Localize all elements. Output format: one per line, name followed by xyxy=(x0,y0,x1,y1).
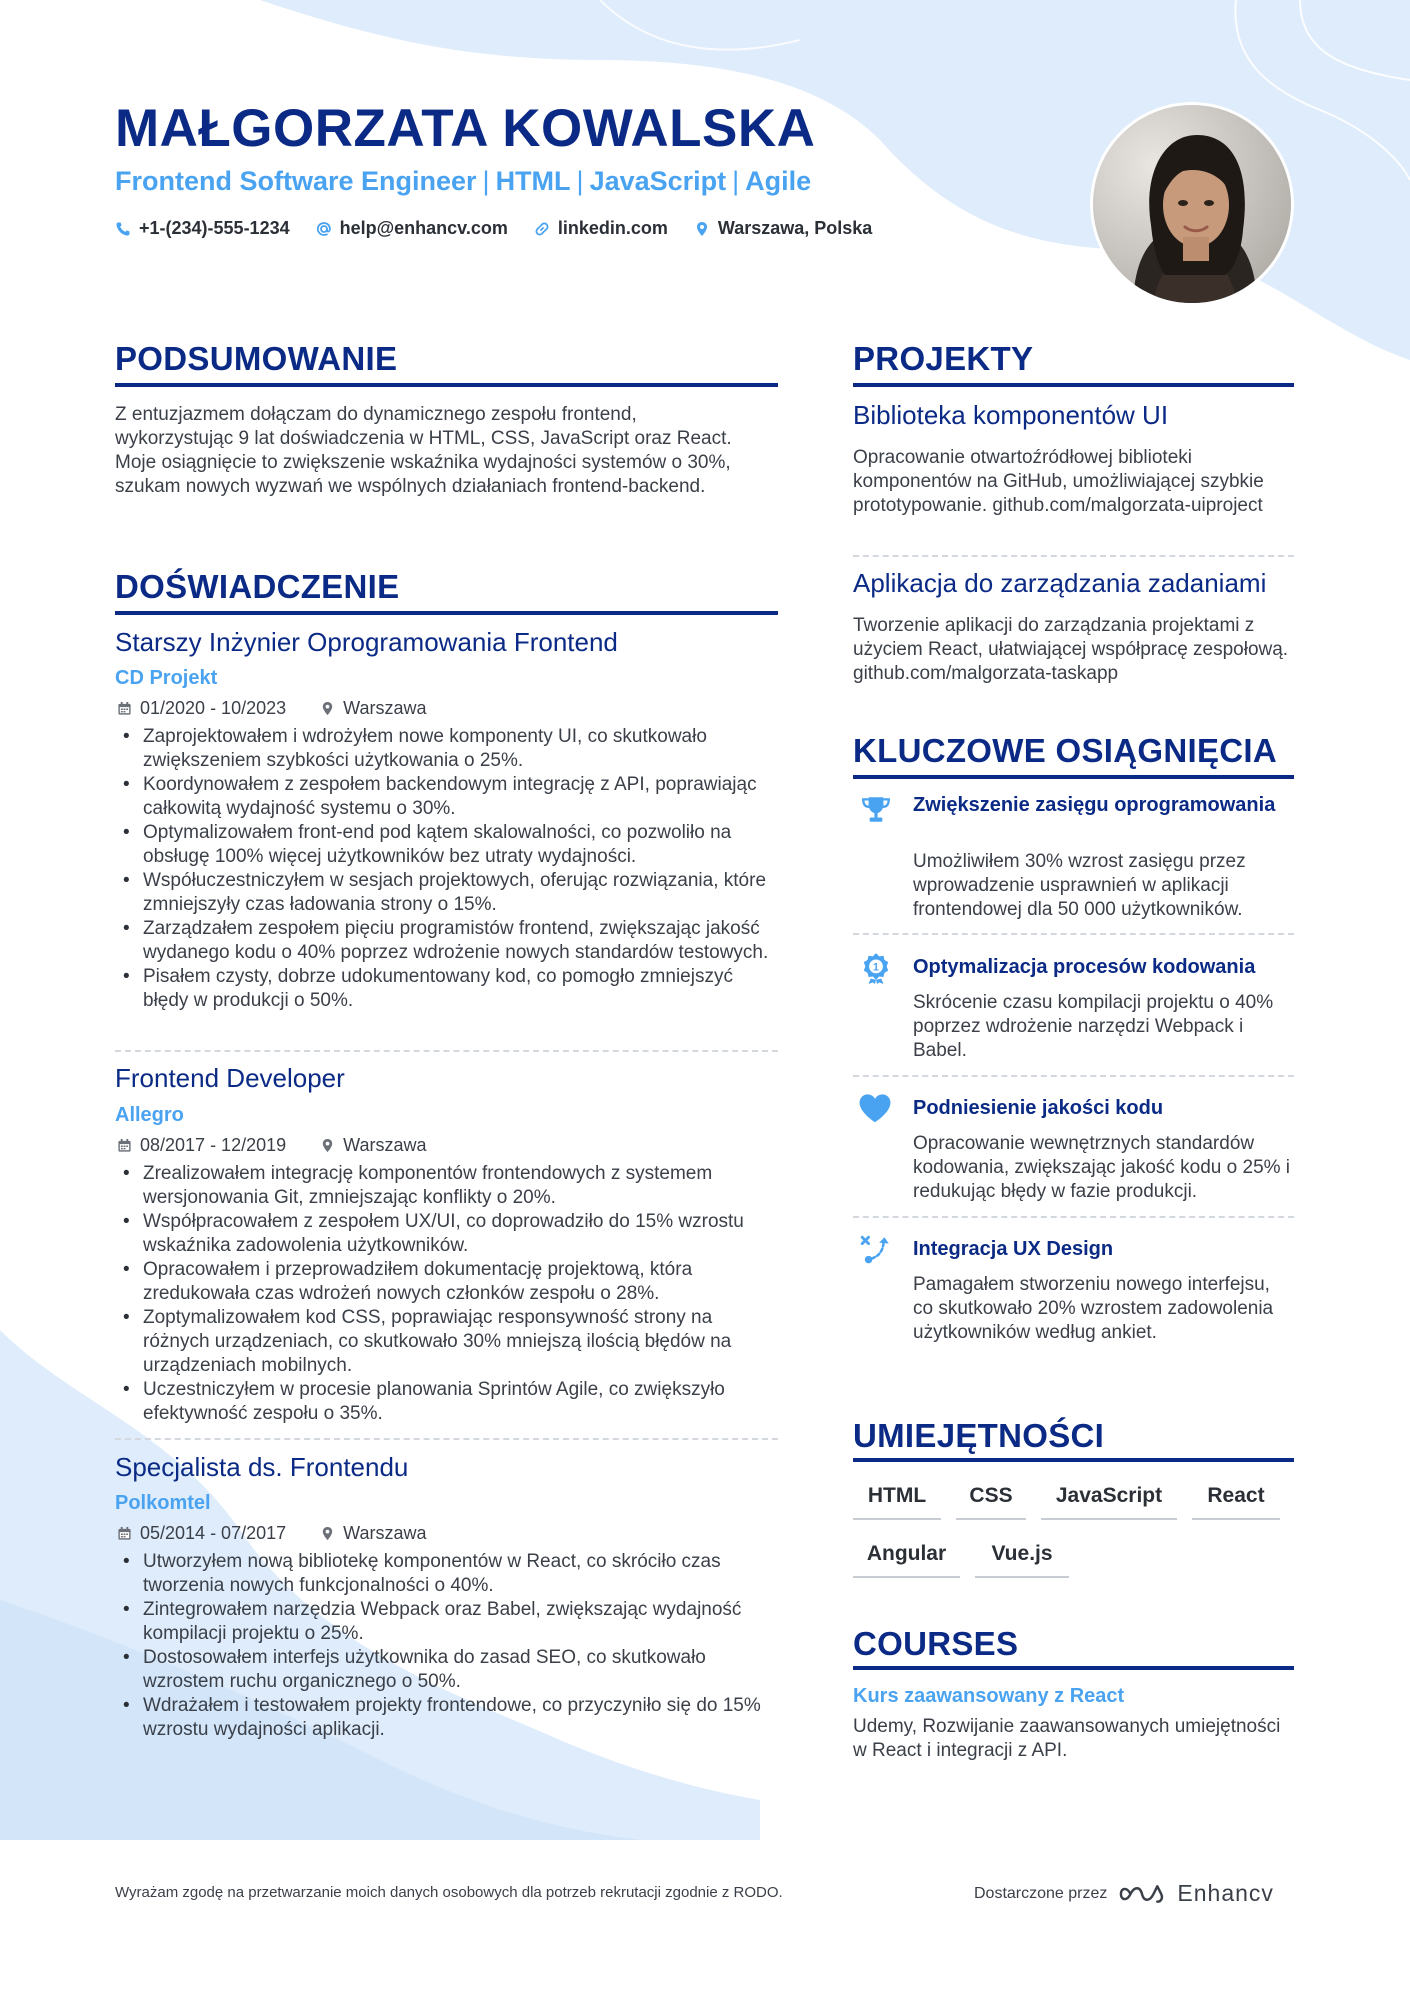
achievement-description: Opracowanie wewnętrznych standardów kodowania, zwiększając jakość kodu o 25% i redukując błędy w fazie produkcji. xyxy=(913,1133,1291,1202)
headline-separator: | xyxy=(482,166,490,196)
courses-section-title: COURSES xyxy=(853,1625,1019,1662)
skill-tag: Angular xyxy=(853,1542,960,1578)
trophy-icon xyxy=(856,790,896,830)
skill-tag: JavaScript xyxy=(1041,1484,1177,1520)
profile-photo xyxy=(1090,102,1294,306)
location-pin-icon xyxy=(320,1138,335,1153)
contact-linkedin[interactable] xyxy=(534,218,668,239)
job-bullets xyxy=(115,725,775,1013)
list-item: • Zaprojektowałem i wdrożyłem nowe komponenty UI, co skutkowało zwiększeniem szybkości użytkowania o 25%. xyxy=(115,725,775,773)
project-divider xyxy=(853,555,1294,557)
summary-section-title: PODSUMOWANIE xyxy=(115,340,398,377)
section-divider xyxy=(115,383,778,387)
course-description: Udemy, Rozwijanie zaawansowanych umiejętności w React i integracji z API. xyxy=(853,1716,1281,1761)
powered-by-label: Dostarczone przez xyxy=(974,1884,1108,1902)
calendar-icon xyxy=(117,1138,132,1153)
linkedin-text: linkedin.com xyxy=(557,218,668,238)
medal-icon xyxy=(856,948,896,988)
section-divider xyxy=(853,775,1294,779)
list-item: • Dostosowałem interfejs użytkownika do zasad SEO, co skutkowało wzrostem ruchu organicznego o 50%. xyxy=(115,1646,775,1694)
list-item: • Optymalizowałem front-end pod kątem skalowalności, co pozwoliło na obsługę 100% więcej użytkowników bez utraty wydajności. xyxy=(115,821,775,869)
company-name: Allegro xyxy=(115,1104,184,1126)
calendar-icon xyxy=(117,1526,132,1541)
achievement-divider xyxy=(853,1216,1294,1218)
achievement-title: Integracja UX Design xyxy=(913,1238,1114,1260)
headline-part: Agile xyxy=(745,166,812,196)
job-bullets xyxy=(115,1162,775,1426)
phone-icon xyxy=(115,221,131,237)
achievement-description: Skrócenie czasu kompilacji projektu o 40% poprzez wdrożenie narzędzi Webpack i Babel. xyxy=(913,992,1274,1061)
summary-text: Z entuzjazmem dołączam do dynamicznego zespołu frontend, wykorzystując 9 lat doświadczenia w HTML, CSS, JavaScript oraz React. Moje osiągnięcie to zwiększenie wskaźnika wydajności systemów o 30%, szukam nowych wyzwań we wspólnych działaniach frontend-backend. xyxy=(115,404,732,497)
headline-part: JavaScript xyxy=(589,166,727,196)
location-pin-icon xyxy=(694,221,710,237)
project-title: Biblioteka komponentów UI xyxy=(853,400,1169,430)
job-title: Frontend Developer xyxy=(115,1063,345,1093)
powered-by[interactable] xyxy=(974,1880,1274,1907)
section-divider xyxy=(115,611,778,615)
contact-info xyxy=(115,218,872,239)
experience-section-title: DOŚWIADCZENIE xyxy=(115,568,400,605)
job-divider xyxy=(115,1438,778,1440)
phone-text: +1-(234)-555-1234 xyxy=(139,218,290,238)
job-location: Warszawa xyxy=(343,1135,427,1155)
project-description: Tworzenie aplikacji do zarządzania projektami z użyciem React, ułatwiającej współpracę zespołową. github.com/malgorzata-taskapp xyxy=(853,615,1289,684)
location-pin-icon xyxy=(320,701,335,716)
skills-section-title: UMIEJĘTNOŚCI xyxy=(853,1417,1105,1454)
svg-text:1: 1 xyxy=(873,961,879,974)
job-location: Warszawa xyxy=(343,1523,427,1543)
company-name: CD Projekt xyxy=(115,667,218,689)
list-item: • Opracowałem i przeprowadziłem dokumentację projektową, która zredukowała czas wdrożeń nowych członków zespołu o 28%. xyxy=(115,1258,775,1306)
list-item: • Współpracowałem z zespołem UX/UI, co doprowadziło do 15% wzrostu wskaźnika zadowolenia użytkowników. xyxy=(115,1210,775,1258)
achievement-title: Zwiększenie zasięgu oprogramowania xyxy=(913,794,1276,816)
list-item: • Zoptymalizowałem kod CSS, poprawiając responsywność strony na różnych urządzeniach, co skutkowało 30% mniejszą ilością błędów na urządzeniach mobilnych. xyxy=(115,1306,775,1378)
list-item: • Pisałem czysty, dobrze udokumentowany kod, co pomogło zmniejszyć błędy w produkcji o 50%. xyxy=(115,965,775,1013)
brand-name: Enhancv xyxy=(1177,1880,1274,1906)
achievement-title: Optymalizacja procesów kodowania xyxy=(913,956,1256,978)
achievement-description: Umożliwiłem 30% wzrost zasięgu przez wprowadzenie usprawnień w aplikacji frontendowej dla 50 000 użytkowników. xyxy=(913,851,1246,920)
job-meta xyxy=(117,1523,427,1544)
list-item: • Współuczestniczyłem w sesjach projektowych, oferując rozwiązania, które zmniejszyły czas ładowania strony o 15%. xyxy=(115,869,775,917)
list-item: • Uczestniczyłem w procesie planowania Sprintów Agile, co zwiększyło efektywność zespołu o 35%. xyxy=(115,1378,775,1426)
list-item: • Zrealizowałem integrację komponentów frontendowych z systemem wersjonowania Git, zmniejszając konflikty o 20%. xyxy=(115,1162,775,1210)
job-title: Starszy Inżynier Oprogramowania Frontend xyxy=(115,627,618,657)
list-item: • Zarządzałem zespołem pięciu programistów frontend, zwiększając jakość wydanego kodu o 40% poprzez wdrożenie nowych standardów testowych. xyxy=(115,917,775,965)
gdpr-consent: Wyrażam zgodę na przetwarzanie moich danych osobowych dla potrzeb rekrutacji zgodnie z RODO. xyxy=(115,1884,783,1901)
achievement-divider xyxy=(853,1075,1294,1077)
achievement-title: Podniesienie jakości kodu xyxy=(913,1097,1164,1119)
section-divider xyxy=(853,1666,1294,1670)
job-location: Warszawa xyxy=(343,698,427,718)
job-meta xyxy=(117,1135,427,1156)
achievement-description: Pamagałem stworzeniu nowego interfejsu, co skutkowało 20% wzrostem zadowolenia użytkowników według ankiet. xyxy=(913,1274,1274,1343)
headline xyxy=(115,166,811,197)
headline-part: HTML xyxy=(495,166,571,196)
company-name: Polkomtel xyxy=(115,1492,211,1514)
skill-tag: HTML xyxy=(853,1484,941,1520)
list-item: • Utworzyłem nową bibliotekę komponentów w React, co skróciło czas tworzenia nowych funkcjonalności o 40%. xyxy=(115,1550,775,1598)
contact-phone[interactable] xyxy=(115,218,290,239)
headline-part: Frontend Software Engineer xyxy=(115,166,477,196)
location-pin-icon xyxy=(320,1526,335,1541)
avatar xyxy=(1093,105,1294,306)
skill-tag: CSS xyxy=(956,1484,1026,1520)
section-divider xyxy=(853,383,1294,387)
email-text: help@enhancv.com xyxy=(339,218,508,238)
list-item: • Zintegrowałem narzędzia Webpack oraz Babel, zwiększając wydajność kompilacji projektu o 25%. xyxy=(115,1598,775,1646)
enhancv-logo-icon xyxy=(1119,1882,1165,1906)
headline-separator: | xyxy=(732,166,740,196)
at-icon xyxy=(316,221,332,237)
skill-tag: React xyxy=(1192,1484,1280,1520)
heart-icon xyxy=(855,1088,895,1128)
job-divider xyxy=(115,1050,778,1052)
calendar-icon xyxy=(117,701,132,716)
headline-separator: | xyxy=(576,166,584,196)
job-bullets xyxy=(115,1550,775,1742)
list-item: • Koordynowałem z zespołem backendowym integrację z API, poprawiając całkowitą wydajność systemu o 30%. xyxy=(115,773,775,821)
job-dates: 08/2017 - 12/2019 xyxy=(140,1135,287,1155)
achievements-section-title: KLUCZOWE OSIĄGNIĘCIA xyxy=(853,732,1277,769)
project-title: Aplikacja do zarządzania zadaniami xyxy=(853,568,1267,598)
contact-email[interactable] xyxy=(316,218,508,239)
projects-section-title: PROJEKTY xyxy=(853,340,1034,377)
section-divider xyxy=(853,1458,1294,1462)
job-dates: 05/2014 - 07/2017 xyxy=(140,1523,287,1543)
job-meta xyxy=(117,698,427,719)
candidate-name: MAŁGORZATA KOWALSKA xyxy=(115,99,816,158)
project-description: Opracowanie otwartoźródłowej biblioteki komponentów na GitHub, umożliwiającej szybkie prototypowanie. github.com/malgorzata-uiproject xyxy=(853,447,1264,516)
skill-tag: Vue.js xyxy=(975,1542,1069,1578)
job-title: Specjalista ds. Frontendu xyxy=(115,1452,409,1482)
location-text: Warszawa, Polska xyxy=(717,218,873,238)
job-dates: 01/2020 - 10/2023 xyxy=(140,698,287,718)
link-icon xyxy=(534,221,550,237)
strategy-icon xyxy=(856,1230,896,1270)
list-item: • Wdrażałem i testowałem projekty frontendowe, co przyczyniło się do 15% wzrostu wydajności aplikacji. xyxy=(115,1694,775,1742)
contact-location xyxy=(694,218,872,239)
achievement-divider xyxy=(853,933,1294,935)
course-title: Kurs zaawansowany z React xyxy=(853,1685,1125,1707)
